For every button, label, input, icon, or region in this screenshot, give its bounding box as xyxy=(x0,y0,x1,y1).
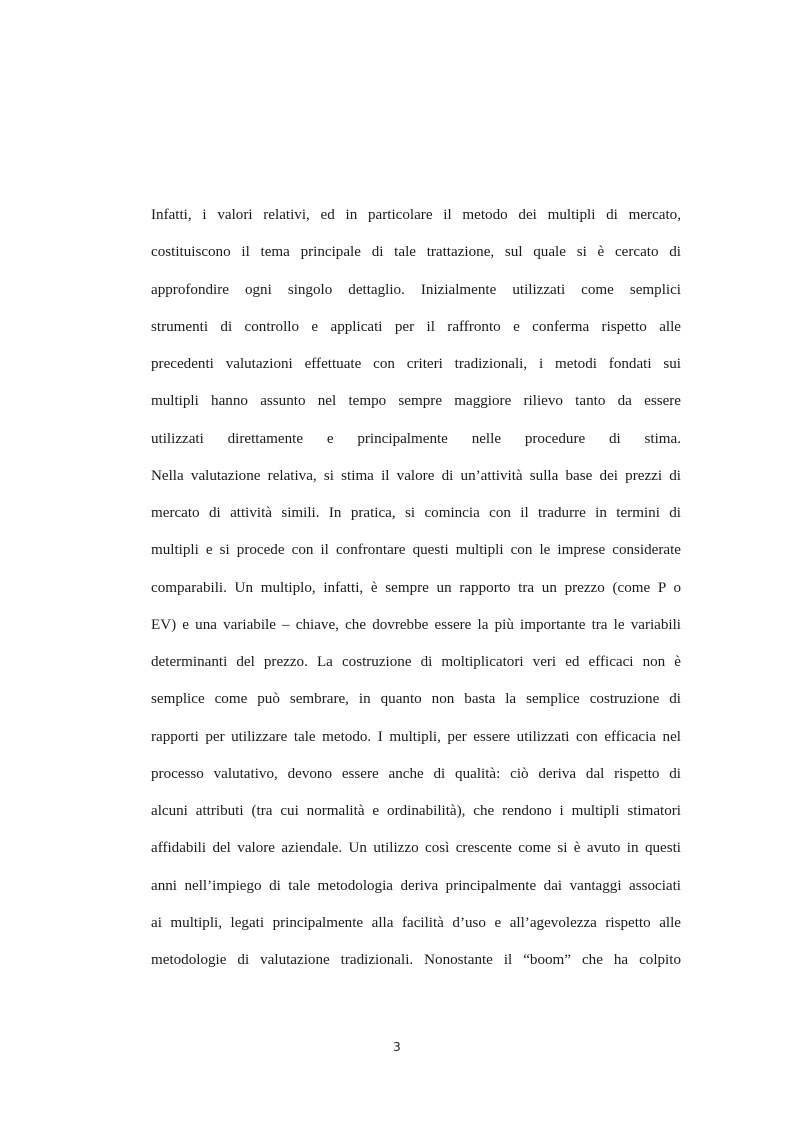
text-line: ai multipli, legati principalmente alla facilità d’uso e all’agevolezza rispetto alle xyxy=(151,914,681,931)
text-line: rapporti per utilizzare tale metodo. I multipli, per essere utilizzati con efficacia nel xyxy=(151,728,681,745)
text-line: costituiscono il tema principale di tale trattazione, sul quale si è cercato di xyxy=(151,244,681,261)
text-line: processo valutativo, devono essere anche di qualità: ciò deriva dal rispetto di xyxy=(151,765,681,782)
text-line: metodologie di valutazione tradizionali. Nonostante il “boom” che ha colpito xyxy=(151,952,681,968)
text-line: strumenti di controllo e applicati per il raffronto e conferma rispetto alle xyxy=(151,318,681,335)
text-line: anni nell’impiego di tale metodologia deriva principalmente dai vantaggi associati xyxy=(151,877,681,894)
text-line: EV) e una variabile – chiave, che dovrebbe essere la più importante tra le variabili xyxy=(151,616,681,633)
text-line: determinanti del prezzo. La costruzione di moltiplicatori veri ed efficaci non è xyxy=(151,654,681,670)
text-line: mercato di attività simili. In pratica, si comincia con il tradurre in termini di xyxy=(151,505,681,521)
page-number: 3 xyxy=(393,1040,401,1054)
text-line: affidabili del valore aziendale. Un utilizzo così crescente come si è avuto in questi xyxy=(151,840,681,857)
text-line: comparabili. Un multiplo, infatti, è sempre un rapporto tra un prezzo (come P o xyxy=(151,579,681,596)
text-line: utilizzati direttamente e principalmente nelle procedure di stima. xyxy=(151,430,681,447)
text-line: multipli e si procede con il confrontare questi multipli con le imprese considerate xyxy=(151,542,681,559)
text-line: semplice come può sembrare, in quanto non basta la semplice costruzione di xyxy=(151,691,681,708)
body-paragraph xyxy=(151,197,681,979)
text-line: precedenti valutazioni effettuate con criteri tradizionali, i metodi fondati sui xyxy=(151,356,681,372)
text-line: Nella valutazione relativa, si stima il valore di un’attività sulla base dei prezzi di xyxy=(151,467,681,484)
text-line: multipli hanno assunto nel tempo sempre maggiore rilievo tanto da essere xyxy=(151,393,681,410)
text-line: alcuni attributi (tra cui normalità e ordinabilità), che rendono i multipli stimatori xyxy=(151,803,681,819)
text-line: approfondire ogni singolo dettaglio. Inizialmente utilizzati come semplici xyxy=(151,281,681,298)
text-line: Infatti, i valori relativi, ed in particolare il metodo dei multipli di mercato, xyxy=(151,207,681,223)
